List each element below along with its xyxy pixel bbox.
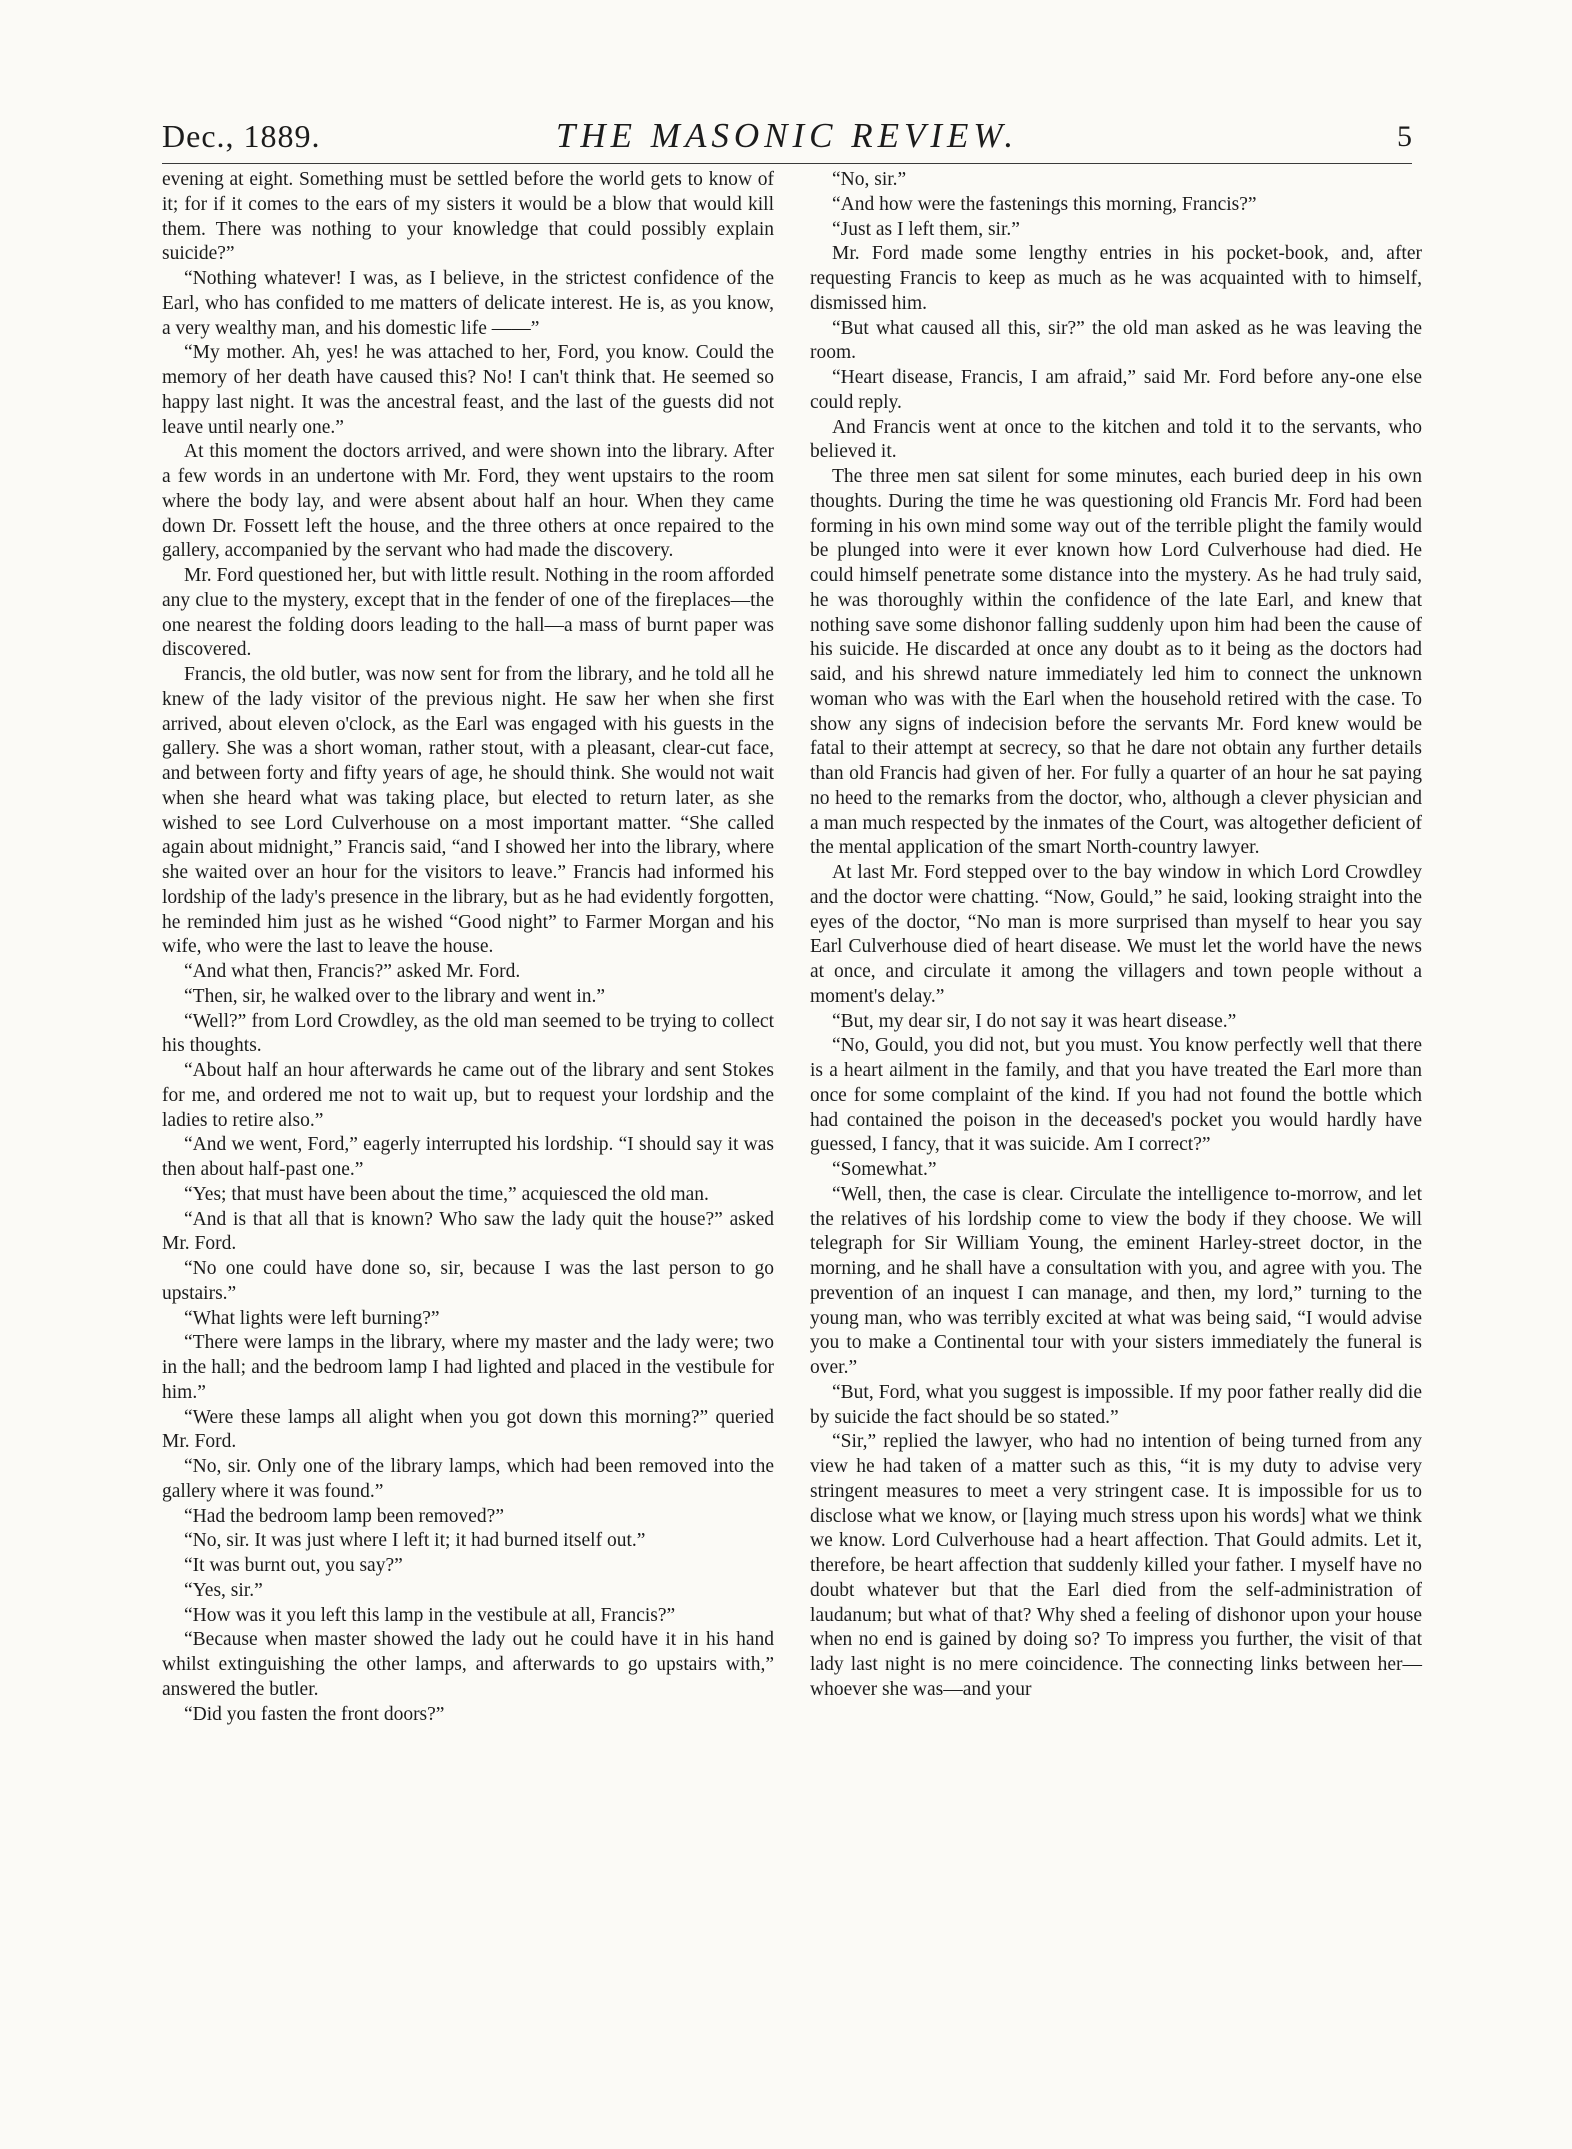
paragraph: “How was it you left this lamp in the vestibule at all, Francis?” <box>184 1604 676 1626</box>
paragraph: “Yes; that must have been about the time,” acquiesced the old man. <box>184 1183 709 1205</box>
left-column <box>162 168 774 1727</box>
running-header <box>162 112 1412 162</box>
paragraph: “Just as I left them, sir.” <box>832 218 1020 240</box>
paragraph: “Heart disease, Francis, I am afraid,” said Mr. Ford before any-one else could reply. <box>810 367 1422 413</box>
paragraph: “My mother. Ah, yes! he was attached to her, Ford, you know. Could the memory of her death have caused this? No! I can't think that. He seemed so happy last night. It was the ancestral feast, and the last of the guests did not leave until nearly one.” <box>162 342 774 438</box>
paragraph: Francis, the old butler, was now sent for from the library, and he told all he knew of the lady visitor of the previous night. He saw her when she first arrived, about eleven o'clock, as the Earl was engaged with his guests in the gallery. She was a short woman, rather stout, with a pleasant, clear-cut face, and between forty and fifty years of age, he should think. She would not wait when she heard what was taking place, but elected to return later, as she wished to see Lord Culverhouse on a most important matter. “She called again about midnight,” Francis said, “and I showed her into the library, where she waited over an hour for the visitors to leave.” Francis had informed his lordship of the lady's presence in the library, but as he had evidently forgotten, he reminded him just as he wished “Good night” to Farmer Morgan and his wife, who were the last to leave the house. <box>162 664 774 958</box>
paragraph: “No, Gould, you did not, but you must. You know perfectly well that there is a heart ailment in the family, and that you have treated the Earl more than once for some complaint of the kind. If you had not found the bottle which had contained the poison in the deceased's pocket you would hardly have guessed, I fancy, that it was suicide. Am I correct?” <box>810 1035 1422 1156</box>
issue-date: Dec., 1889. <box>162 118 321 154</box>
paragraph: “Sir,” replied the lawyer, who had no intention of being turned from any view he had taken of a matter such as this, “it is my duty to advise very stringent measures to meet a very stringent case. It is impossible for us to disclose what we know, or [laying much stress upon his words] what we think we know. Lord Culverhouse had a heart affection. That Gould admits. Let it, therefore, be heart affection that suddenly killed your father. I myself have no doubt whatever but that the Earl died from the self-administration of laudanum; but what of that? Why shed a feeling of dishonor upon your house when no end is gained by doing so? To impress you further, the visit of that lady last night is no mere coincidence. The connecting links between her—whoever she was—and your <box>810 1431 1422 1700</box>
paragraph: “Then, sir, he walked over to the library and went in.” <box>184 985 606 1007</box>
magazine-title: THE MASONIC REVIEW. <box>555 116 1019 155</box>
paragraph: The three men sat silent for some minutes, each buried deep in his own thoughts. During the time he was questioning old Francis Mr. Ford had been forming in his own mind some way out of the terrible plight the family would be plunged into were it ever known how Lord Culverhouse had died. He could himself penetrate some distance into the mystery. As he had truly said, he was thoroughly within the confidence of the late Earl, and knew that nothing save some dishonor falling suddenly upon him had been the cause of his suicide. He discarded at once any doubt as to it being as the doctors had said, and his shrewd nature immediately led him to connect the unknown woman who was with the Earl when the household retired with the case. To show any signs of indecision before the servants Mr. Ford knew would be fatal to their attempt at secrecy, so that he dare not obtain any further details than old Francis had given of her. For fully a quarter of an hour he sat paying no heed to the remarks from the doctor, who, although a clever physician and a man much respected by the inmates of the Court, was altogether deficient of the mental application of the smart North-country lawyer. <box>810 466 1422 859</box>
paragraph: “Were these lamps all alight when you got down this morning?” queried Mr. Ford. <box>162 1406 774 1453</box>
paragraph: At last Mr. Ford stepped over to the bay window in which Lord Crowdley and the doctor were chatting. “Now, Gould,” he said, looking straight into the eyes of the doctor, “No man is more surprised than myself to hear you say Earl Culverhouse died of heart disease. We must let the world have the news at once, and circulate it among the villagers and town people without a moment's delay.” <box>810 862 1422 1007</box>
right-column <box>810 168 1422 1703</box>
paragraph: “Well, then, the case is clear. Circulate the intelligence to-morrow, and let the relatives of his lordship come to view the body if they choose. We will telegraph for Sir William Young, the eminent Harley-street doctor, in the morning, and he shall have a consultation with you, and agree with you. The prevention of an inquest I can manage, and then, my lord,” turning to the young man, who was terribly excited at what was being said, “I would advise you to make a Continental tour with your sisters immediately the funeral is over.” <box>810 1183 1422 1378</box>
paragraph: At this moment the doctors arrived, and were shown into the library. After a few words in an undertone with Mr. Ford, they went upstairs to the room where the body lay, and were absent about half an hour. When they came down Dr. Fossett left the house, and the three others at once repaired to the gallery, accompanied by the servant who had made the discovery. <box>162 441 774 562</box>
paragraph: “What lights were left burning?” <box>184 1307 440 1329</box>
paragraph: “And how were the fastenings this morning, Francis?” <box>832 193 1257 215</box>
paragraph: “Because when master showed the lady out he could have it in his hand whilst extinguishing the other lamps, and afterwards to go upstairs with,” answered the butler. <box>162 1629 774 1700</box>
paragraph: “And is that all that is known? Who saw the lady quit the house?” asked Mr. Ford. <box>162 1208 774 1255</box>
page-number: 5 <box>1397 120 1412 153</box>
paragraph: “But what caused all this, sir?” the old man asked as he was leaving the room. <box>810 317 1422 364</box>
paragraph: “Well?” from Lord Crowdley, as the old man seemed to be trying to collect his thoughts. <box>162 1010 774 1057</box>
paragraph: “It was burnt out, you say?” <box>184 1555 403 1576</box>
paragraph: And Francis went at once to the kitchen and told it to the servants, who believed it. <box>810 416 1422 463</box>
paragraph: “Somewhat.” <box>832 1159 937 1180</box>
paragraph: “Nothing whatever! I was, as I believe, in the strictest confidence of the Earl, who has confided to me matters of delicate interest. He is, as you know, a very wealthy man, and his domestic life ——” <box>162 268 774 339</box>
paragraph: “And what then, Francis?” asked Mr. Ford. <box>184 961 521 982</box>
paragraph: “About half an hour afterwards he came out of the library and sent Stokes for me, and ordered me not to wait up, but to request your lordship and the ladies to retire also.” <box>162 1060 774 1131</box>
paragraph: “Had the bedroom lamp been removed?” <box>184 1505 504 1527</box>
paragraph: “Yes, sir.” <box>184 1579 263 1601</box>
paragraph: “There were lamps in the library, where my master and the lady were; two in the hall; and the bedroom lamp I had lighted and placed in the vestibule for him.” <box>162 1332 774 1403</box>
paragraph: “No one could have done so, sir, because I was the last person to go upstairs.” <box>162 1258 774 1304</box>
paragraph: “No, sir. Only one of the library lamps, which had been removed into the gallery where it was found.” <box>162 1456 774 1502</box>
paragraph: “But, my dear sir, I do not say it was heart disease.” <box>832 1010 1237 1032</box>
paragraph: “No, sir.” <box>832 169 907 190</box>
paragraph: “Did you fasten the front doors?” <box>184 1703 445 1725</box>
paragraph: “But, Ford, what you suggest is impossible. If my poor father really did die by suicide the fact should be so stated.” <box>810 1381 1422 1428</box>
paragraph: Mr. Ford made some lengthy entries in his pocket-book, and, after requesting Francis to keep as much as he was acquainted with to himself, dismissed him. <box>810 243 1422 314</box>
paragraph: evening at eight. Something must be settled before the world gets to know of it; for if it comes to the ears of my sisters it would be a blow that would kill them. There was nothing to your knowledge that could possibly explain suicide?” <box>162 169 774 265</box>
paragraph: “And we went, Ford,” eagerly interrupted his lordship. “I should say it was then about half-past one.” <box>162 1134 774 1180</box>
paragraph: “No, sir. It was just where I left it; it had burned itself out.” <box>184 1530 646 1552</box>
paragraph: Mr. Ford questioned her, but with little result. Nothing in the room afforded any clue to the mystery, except that in the fender of one of the fireplaces—the one nearest the folding doors leading to the hall—a mass of burnt paper was discovered. <box>162 565 774 661</box>
header-rule <box>162 163 1412 164</box>
